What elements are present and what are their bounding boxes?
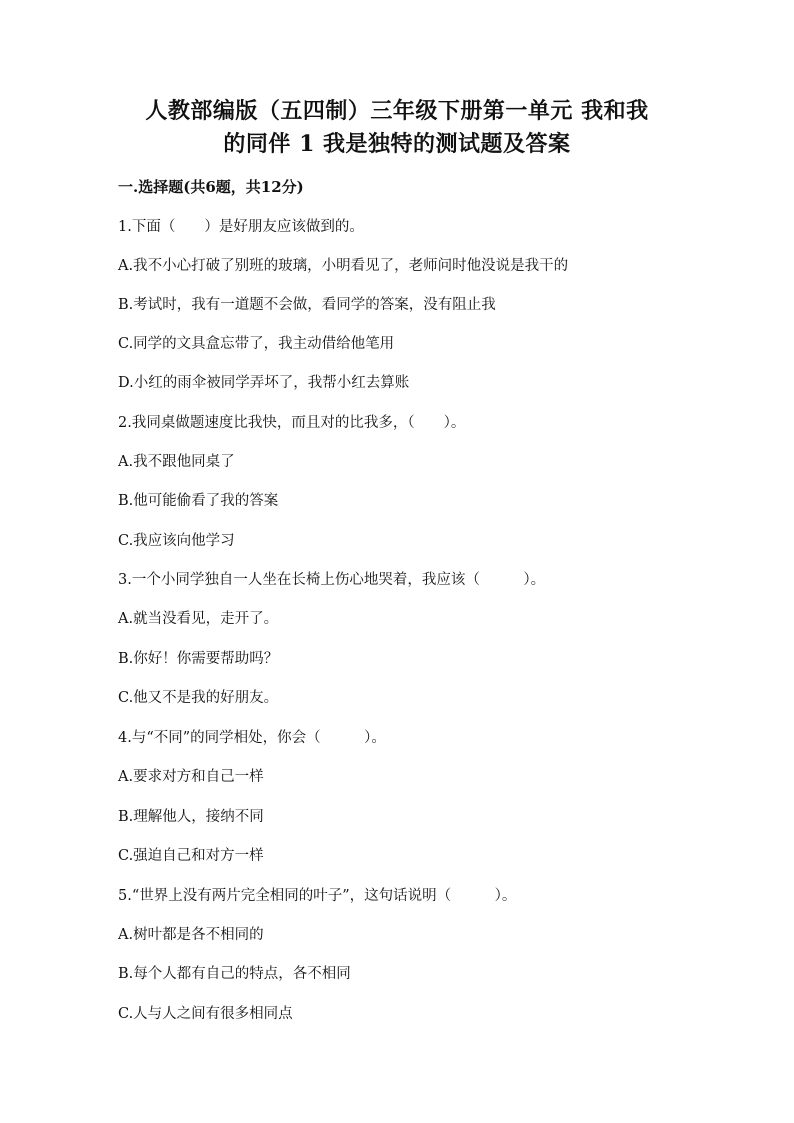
question-2-option-c: C.我应该向他学习 (118, 533, 235, 549)
question-1-option-b: B.考试时，我有一道题不会做，看同学的答案，没有阻止我 (118, 297, 496, 313)
question-4-stem: 4.与“不同”的同学相处，你会（ ）。 (118, 730, 386, 746)
section-heading: 一.选择题(共6题，共12分) (118, 178, 304, 196)
question-5-option-a: A.树叶都是各不相同的 (118, 927, 264, 943)
question-4-option-a: A.要求对方和自己一样 (118, 769, 264, 785)
question-5-option-b: B.每个人都有自己的特点，各不相同 (118, 966, 351, 982)
question-2-option-b: B.他可能偷看了我的答案 (118, 493, 279, 509)
question-3-stem: 3.一个小同学独自一人坐在长椅上伤心地哭着，我应该（ ）。 (118, 572, 546, 588)
question-3-option-c: C.他又不是我的好朋友。 (118, 690, 279, 706)
question-3-option-a: A.就当没看见，走开了。 (118, 611, 279, 627)
page-title-line-2: 的同伴 1 我是独特的测试题及答案 (223, 131, 571, 157)
question-2-option-a: A.我不跟他同桌了 (118, 454, 235, 470)
question-4-option-c: C.强迫自己和对方一样 (118, 848, 264, 864)
question-5-stem: 5.“世界上没有两片完全相同的叶子”，这句话说明（ ）。 (118, 888, 517, 904)
page-title-line-1: 人教部编版（五四制）三年级下册第一单元 我和我 (145, 98, 649, 124)
question-1-stem: 1.下面（ ）是好朋友应该做到的。 (118, 219, 364, 235)
question-5-option-c: C.人与人之间有很多相同点 (118, 1006, 293, 1022)
question-1-option-c: C.同学的文具盒忘带了，我主动借给他笔用 (118, 336, 395, 352)
question-3-option-b: B.你好！你需要帮助吗？ (118, 651, 279, 667)
question-2-stem: 2.我同桌做题速度比我快，而且对的比我多，（ ）。 (118, 415, 466, 431)
question-1-option-d: D.小红的雨伞被同学弄坏了，我帮小红去算账 (118, 375, 410, 391)
question-1-option-a: A.我不小心打破了别班的玻璃，小明看见了，老师问时他没说是我干的 (118, 258, 569, 274)
question-4-option-b: B.理解他人，接纳不同 (118, 809, 264, 825)
